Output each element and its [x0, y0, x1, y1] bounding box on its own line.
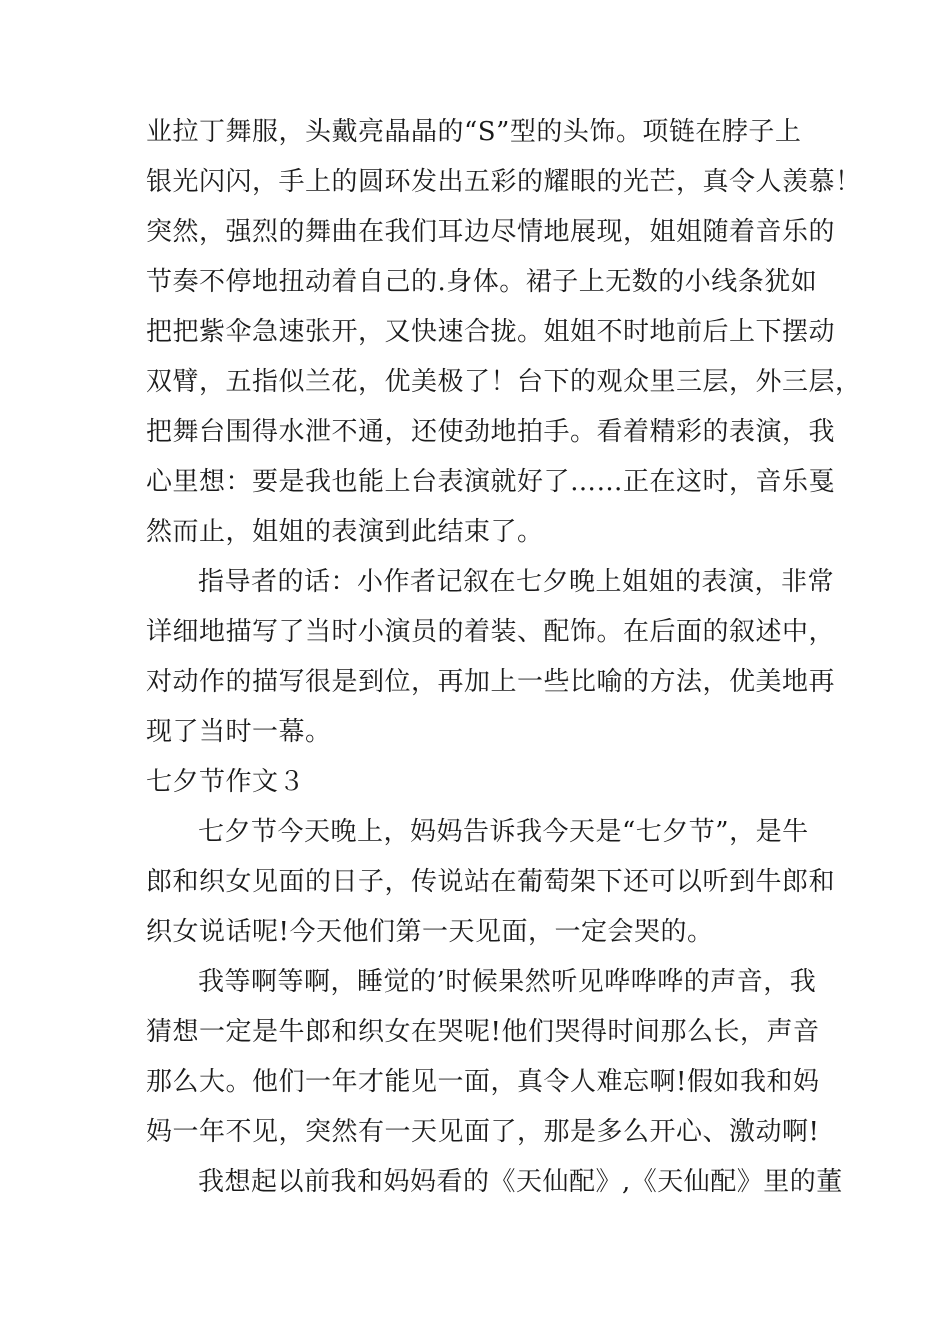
paragraph-start-line: 七夕节今天晚上，妈妈告诉我今天是“七夕节”，是牛: [198, 817, 809, 847]
paragraph-start-line: 指导者的话：小作者记叙在七夕晚上姐姐的表演，非常: [198, 567, 835, 597]
text-line: 业拉丁舞服，头戴亮晶晶的“S”型的头饰。项链在脖子上: [146, 117, 802, 147]
text-line: 双臂，五指似兰花，优美极了！台下的观众里三层，外三层，: [146, 367, 862, 397]
text-line: 突然，强烈的舞曲在我们耳边尽情地展现，姐姐随着音乐的: [146, 217, 836, 247]
text-line: 然而止，姐姐的表演到此结束了。: [146, 517, 544, 547]
text-line: 那么大。他们一年才能见一面，真令人难忘啊!假如我和妈: [146, 1067, 820, 1097]
text-line: 银光闪闪，手上的圆环发出五彩的耀眼的光芒，真令人羡慕！: [146, 167, 862, 197]
text-line: 织女说话呢!今天他们第一天见面，一定会哭的。: [146, 917, 714, 947]
text-line: 妈一年不见，突然有一天见面了，那是多么开心、激动啊!: [146, 1117, 820, 1147]
text-line: 现了当时一幕。: [146, 717, 332, 747]
text-line: 把把紫伞急速张开，又快速合拢。姐姐不时地前后上下摆动: [146, 317, 836, 347]
text-line: 郎和织女见面的日子，传说站在葡萄架下还可以听到牛郎和: [146, 867, 836, 897]
text-line: 节奏不停地扭动着自己的.身体。裙子上无数的小线条犹如: [146, 267, 818, 297]
text-line: 把舞台围得水泄不通，还使劲地拍手。看着精彩的表演，我: [146, 417, 836, 447]
section-heading: 七夕节作文３: [146, 767, 306, 797]
text-line: 详细地描写了当时小演员的着装、配饰。在后面的叙述中，: [146, 617, 836, 647]
text-line: 心里想：要是我也能上台表演就好了……正在这时，音乐戛: [146, 467, 836, 497]
paragraph-start-line: 我想起以前我和妈妈看的《天仙配》,《天仙配》里的董: [198, 1167, 843, 1197]
paragraph-start-line: 我等啊等啊，睡觉的’时候果然听见哗哗哗的声音，我: [198, 967, 817, 997]
text-line: 对动作的描写很是到位，再加上一些比喻的方法，优美地再: [146, 667, 836, 697]
text-line: 猜想一定是牛郎和织女在哭呢!他们哭得时间那么长，声音: [146, 1017, 820, 1047]
